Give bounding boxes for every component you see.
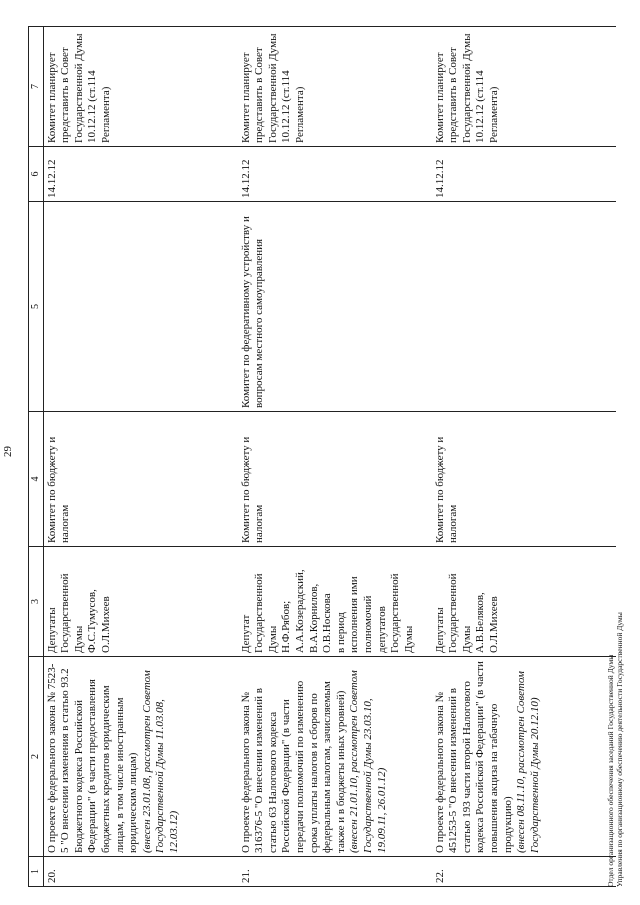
column-header: 7 — [29, 27, 44, 147]
bill-status: Комитет планирует представить в Совет Государственной Думы 10.12.12 (ст.114 Регламента) — [432, 27, 616, 147]
author-line: О.Л.Михеев — [99, 596, 112, 653]
footer-note — [606, 612, 624, 887]
author-line: Думы — [460, 625, 473, 653]
bill-description — [43, 657, 238, 857]
table-row — [432, 27, 616, 887]
column-header: 6 — [29, 147, 44, 202]
author-line: депутатов — [375, 606, 388, 653]
bill-note: (внесен 08.11.10, рассмотрен Советом Государственной Думы 20.12.10) — [515, 671, 541, 853]
author-line: Государственной — [59, 573, 72, 653]
author-line: Государственной — [389, 573, 402, 653]
bill-note: (внесен 23.01.08, рассмотрен Советом Государственной Думы 11.03.08, 12.03.12) — [140, 670, 180, 853]
bill-status: Комитет планирует представить в Совет Государственной Думы 10.12.12 (ст.114 Регламента) — [238, 27, 432, 147]
bill-description — [432, 657, 616, 857]
column-header: 5 — [29, 202, 44, 412]
author-line: О.В.Носкова — [321, 593, 334, 653]
column-header: 1 — [29, 857, 44, 887]
author-line: Ф.С.Тумусов, — [86, 589, 99, 653]
responsible-committee: Комитет по бюджету и налогам — [238, 412, 432, 547]
row-number: 22. — [432, 857, 616, 887]
column-header: 2 — [29, 657, 44, 857]
responsible-committee: Комитет по бюджету и налогам — [432, 412, 616, 547]
author-line: Думы — [72, 625, 85, 653]
author-line: полномочий — [361, 595, 374, 653]
author-line: Н.Ф.Рябов; — [280, 600, 293, 653]
review-date: 14.12.12 — [432, 147, 616, 202]
co-committee — [43, 202, 238, 412]
author-line: В.А.Корнилов, — [307, 583, 320, 653]
author-line: О.Л.Михеев — [487, 596, 500, 653]
bill-title: О проекте федерального закона № 316376-5 "О внесении изменений в статью 63 Налогового кодекса Российской Федерации" (в части передачи полномочий по изменению срока уплаты налогов и сборов по федеральным налогам, зачисляемым также и в бюджеты иных уровней) — [239, 680, 347, 853]
bills-table — [28, 26, 616, 887]
author-line: Депутат — [239, 614, 252, 653]
footer-line: Отдел организационного обеспечения заседаний Государственной Думы — [606, 654, 615, 887]
column-header: 3 — [29, 547, 44, 657]
table-row — [238, 27, 432, 887]
page-number: 29 — [2, 446, 14, 457]
author-line: Государственной — [447, 573, 460, 653]
author-line: Думы — [266, 625, 279, 653]
author-line: А.В.Беляков, — [474, 592, 487, 653]
row-number: 21. — [238, 857, 432, 887]
author-line: Думы — [402, 625, 415, 653]
column-header: 4 — [29, 412, 44, 547]
bill-authors — [43, 547, 238, 657]
author-line: Депутаты — [433, 607, 446, 653]
bill-description — [238, 657, 432, 857]
review-date: 14.12.12 — [43, 147, 238, 202]
author-line: в период — [334, 612, 347, 653]
bill-note: (внесен 21.01.10, рассмотрен Советом Государственной Думы 23.03.10, 19.09.11, 26.01.12) — [348, 670, 388, 853]
row-number: 20. — [43, 857, 238, 887]
bill-title: О проекте федерального закона № 451253-5 "О внесении изменений в статью 193 части второй Налогового кодекса Российской Федерации" (в части повышения акциза на табачную продукцию) — [433, 661, 514, 853]
co-committee — [432, 202, 616, 412]
author-line: Государственной — [253, 573, 266, 653]
bill-authors — [432, 547, 616, 657]
bill-authors — [238, 547, 432, 657]
responsible-committee: Комитет по бюджету и налогам — [43, 412, 238, 547]
co-committee: Комитет по федеративному устройству и вопросам местного самоуправления — [238, 202, 432, 412]
author-line: Депутаты — [45, 607, 58, 653]
author-line: А.А.Козерадский, — [293, 569, 306, 653]
author-line: исполнения ими — [348, 576, 361, 653]
column-header-row — [29, 27, 44, 887]
review-date: 14.12.12 — [238, 147, 432, 202]
bill-title: О проекте федерального закона № 7523-5 "О внесении изменения в статью 93.2 Бюджетного кодекса Российской Федерации" (в части предоставления бюджетных кредитов юридическим лицам, в том числе иностранным юридическим лицам) — [45, 663, 140, 853]
table-row — [43, 27, 238, 887]
bill-status: Комитет планирует представить в Совет Государственной Думы 10.12.12 (ст.114 Регламента) — [43, 27, 238, 147]
footer-line: Управления по организационному обеспечению деятельности Государственной Думы — [615, 612, 624, 887]
